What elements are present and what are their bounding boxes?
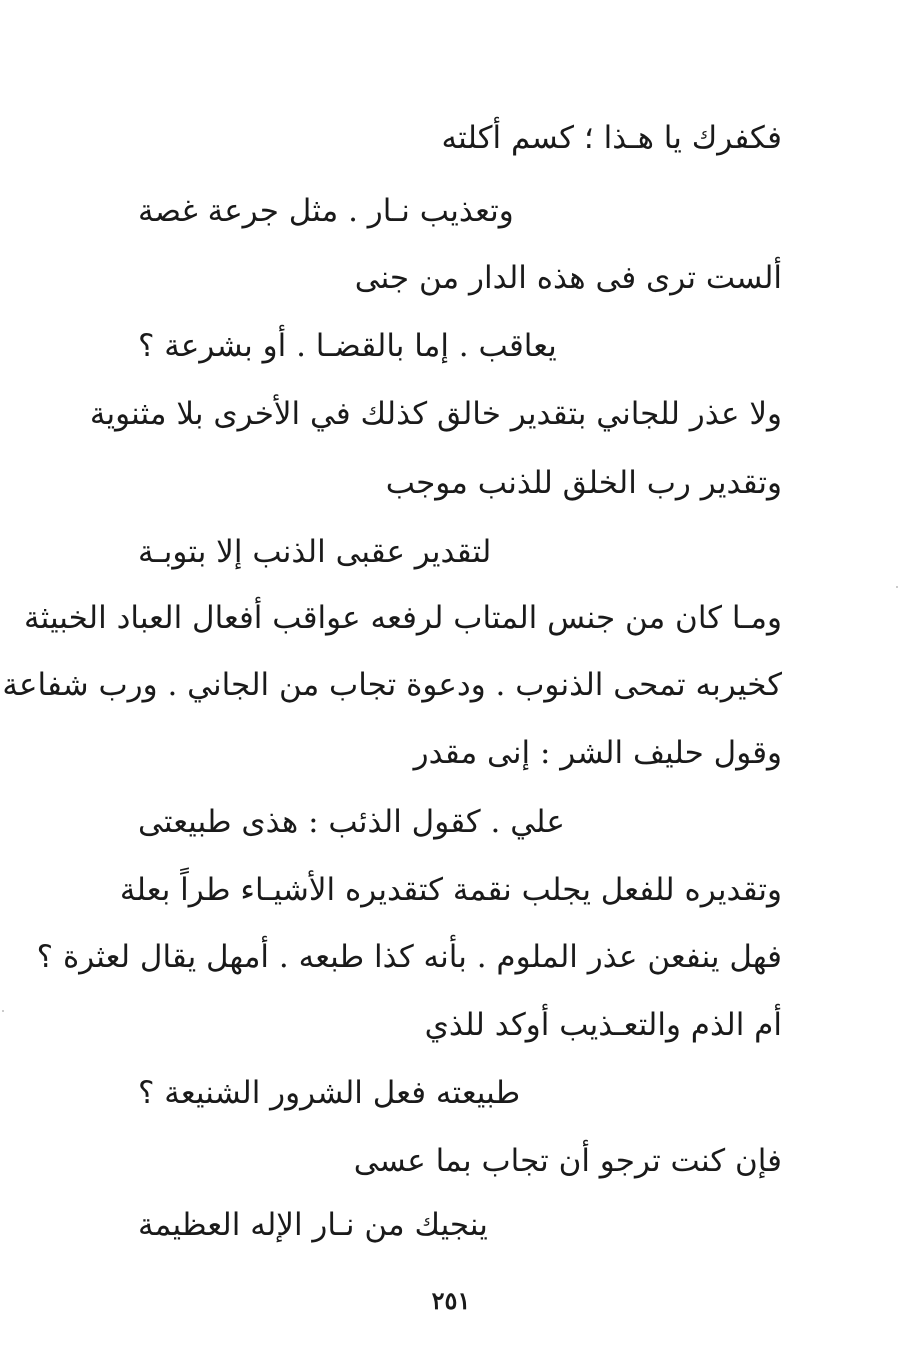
verse-line-14: أم الذم والتعـذيب أوكد للذي [424,1007,782,1043]
verse-line-6: وتقدير رب الخلق للذنب موجب [385,465,782,501]
page-number: ٢٥١ [431,1286,471,1315]
verse-line-3: ألست ترى فى هذه الدار من جنى [354,260,782,296]
scan-speck [896,586,898,588]
verse-line-15: طبيعته فعل الشرور الشنيعة ؟ [138,1075,521,1111]
verse-line-7: لتقدير عقبى الذنب إلا بتوبـة [138,534,492,570]
verse-line-1: فكفرك يا هـذا ؛ كسم أكلته [441,120,782,156]
verse-line-10: وقول حليف الشر : إنى مقدر [413,735,782,771]
verse-line-11: علي . كقول الذئب : هذى طبيعتى [138,804,565,840]
verse-line-16: فإن كنت ترجو أن تجاب بما عسى [353,1143,782,1179]
verse-line-8: ومـا كان من جنس المتاب لرفعه عواقب أفعال العباد الخبيثة [23,600,782,636]
scan-speck [2,1010,4,1012]
verse-line-9: كخيربه تمحى الذنوب . ودعوة تجاب من الجاني . ورب شفاعة [2,667,782,703]
verse-line-4: يعاقب . إما بالقضـا . أو بشرعة ؟ [138,328,557,364]
verse-line-12: وتقديره للفعل يجلب نقمة كتقديره الأشيـاء طراً بعلة [119,872,782,908]
verse-line-17: ينجيك من نـار الإله العظيمة [138,1207,488,1243]
verse-line-5: ولا عذر للجاني بتقدير خالق كذلك في الأخرى بلا مثنوية [89,396,782,432]
verse-line-2: وتعذيب نـار . مثل جرعة غصة [138,193,514,229]
verse-line-13: فهل ينفعن عذر الملوم . بأنه كذا طبعه . أمهل يقال لعثرة ؟ [36,939,782,975]
